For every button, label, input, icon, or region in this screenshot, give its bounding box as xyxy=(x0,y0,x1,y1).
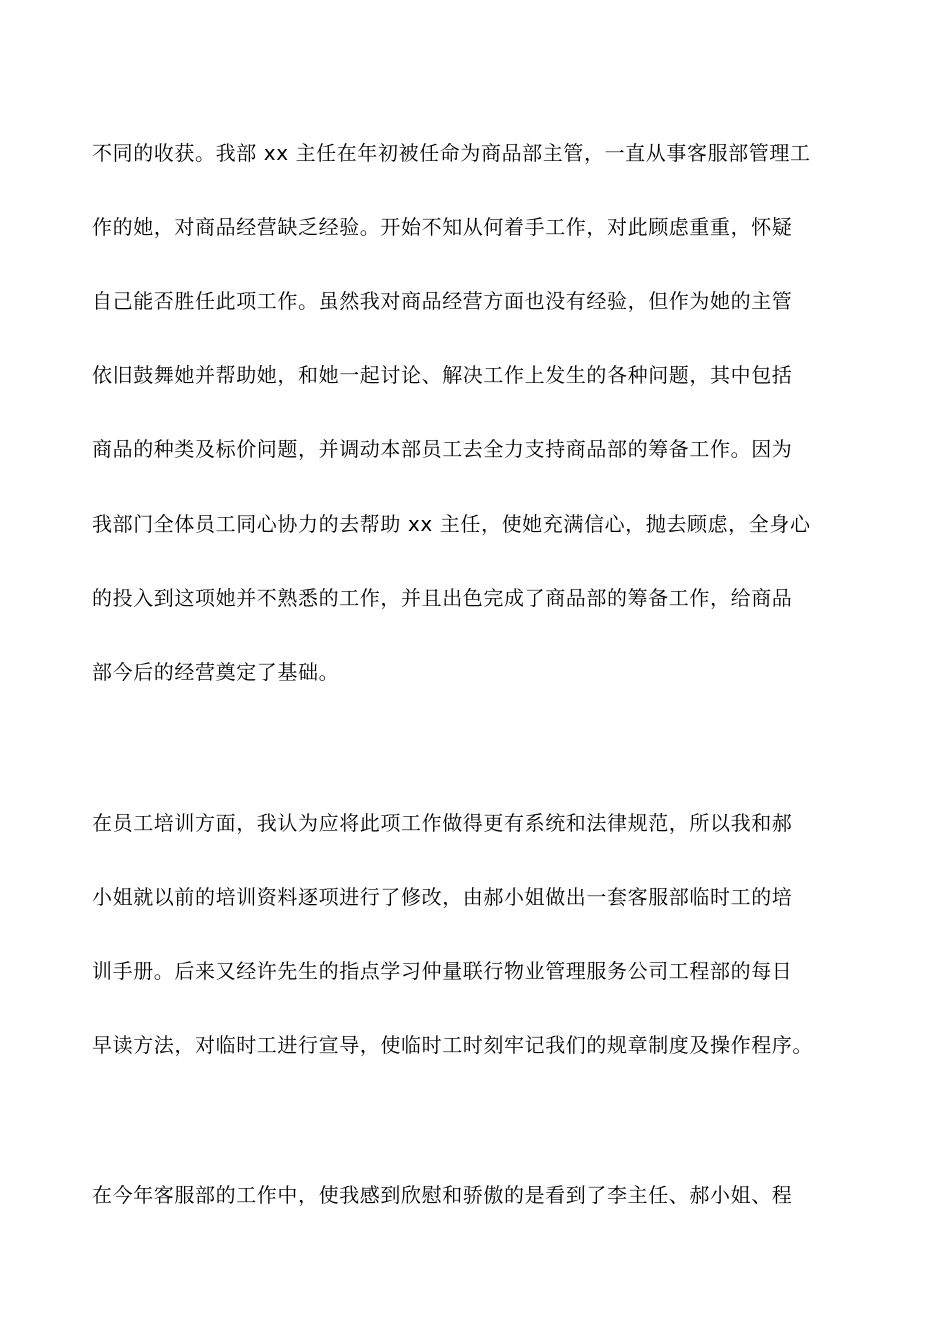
paragraph-line: 训手册。后来又经许先生的指点学习仲量联行物业管理服务公司工程部的每日 xyxy=(92,959,793,983)
paragraph-line: 部今后的经营奠定了基础。 xyxy=(92,660,340,684)
paragraph-line: 小姐就以前的培训资料逐项进行了修改，由郝小姐做出一套客服部临时工的培 xyxy=(92,885,793,909)
paragraph-line: 依旧鼓舞她并帮助她，和她一起讨论、解决工作上发生的各种问题，其中包括 xyxy=(92,363,793,387)
paragraph-line: 在员工培训方面，我认为应将此项工作做得更有系统和法律规范，所以我和郝 xyxy=(92,811,793,835)
paragraph-line: 不同的收获。我部 xx 主任在年初被任命为商品部主管，一直从事客服部管理工 xyxy=(92,141,811,165)
paragraph-line: 作的她，对商品经营缺乏经验。开始不知从何着手工作，对此顾虑重重，怀疑 xyxy=(92,215,793,239)
paragraph-line: 的投入到这项她并不熟悉的工作，并且出色完成了商品部的筹备工作，给商品 xyxy=(92,586,793,610)
paragraph-line: 我部门全体员工同心协力的去帮助 xx 主任，使她充满信心，抛去顾虑，全身心 xyxy=(92,512,811,536)
paragraph-line: 早读方法，对临时工进行宣导，使临时工时刻牢记我们的规章制度及操作程序。 xyxy=(92,1033,813,1057)
paragraph-line: 在今年客服部的工作中，使我感到欣慰和骄傲的是看到了李主任、郝小姐、程 xyxy=(92,1183,793,1207)
paragraph-line: 商品的种类及标价问题，并调动本部员工去全力支持商品部的筹备工作。因为 xyxy=(92,437,793,461)
paragraph-line: 自己能否胜任此项工作。虽然我对商品经营方面也没有经验，但作为她的主管 xyxy=(92,289,793,313)
